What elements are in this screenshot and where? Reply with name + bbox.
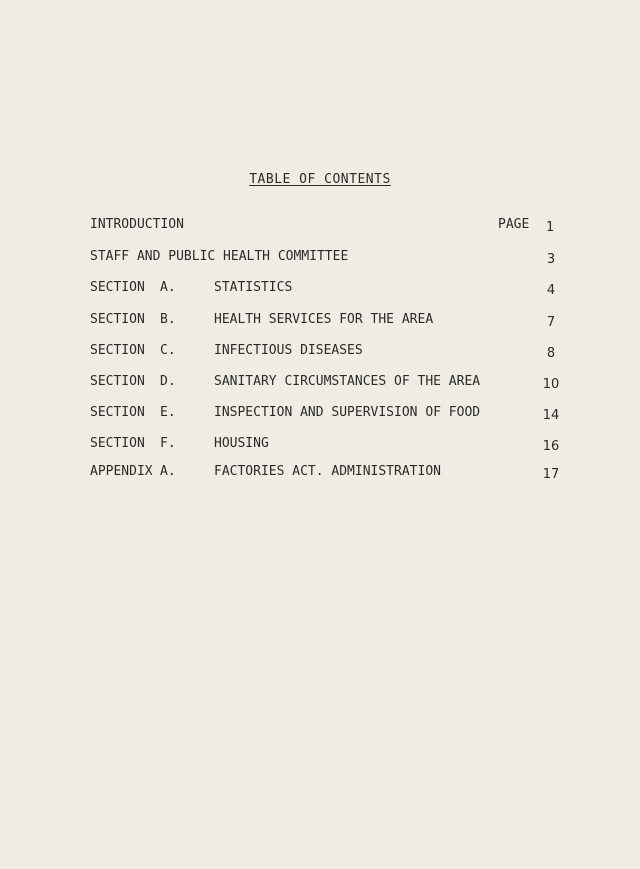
toc-entry-page: 8 bbox=[546, 346, 556, 361]
toc-entry bbox=[90, 464, 570, 482]
toc-entry-letter: F. bbox=[160, 436, 176, 451]
toc-entry-page: 16 bbox=[542, 439, 560, 454]
toc-entry bbox=[90, 343, 570, 361]
toc-entry-section: APPENDIX bbox=[90, 464, 153, 479]
toc-entry-page: 14 bbox=[542, 408, 560, 423]
toc-entry-page: 3 bbox=[546, 252, 556, 267]
toc-entry-section: SECTION bbox=[90, 405, 145, 420]
toc-entry-page: 10 bbox=[542, 377, 560, 392]
toc-entry-section: SECTION bbox=[90, 343, 145, 358]
toc-entry-description: STATISTICS bbox=[214, 280, 293, 295]
toc-entry-description: HOUSING bbox=[214, 436, 269, 451]
toc-entry-description: INFECTIOUS DISEASES bbox=[214, 343, 363, 358]
toc-entry-description: SANITARY CIRCUMSTANCES OF THE AREA bbox=[214, 374, 481, 389]
toc-entry-letter: B. bbox=[160, 312, 176, 327]
toc-entry-letter: D. bbox=[160, 374, 176, 389]
toc-entry-title: STAFF AND PUBLIC HEALTH COMMITTEE bbox=[90, 249, 349, 264]
toc-entry-section: SECTION bbox=[90, 436, 145, 451]
page-column-label: PAGE bbox=[498, 217, 530, 232]
toc-entry-page: 17 bbox=[542, 467, 560, 482]
toc-entry bbox=[90, 312, 570, 330]
toc-entry-description: HEALTH SERVICES FOR THE AREA bbox=[214, 312, 434, 327]
toc-entry-section: SECTION bbox=[90, 374, 145, 389]
toc-entry-section: SECTION bbox=[90, 280, 145, 295]
introduction-label: INTRODUCTION bbox=[90, 217, 184, 232]
toc-entry-description: FACTORIES ACT. ADMINISTRATION bbox=[214, 464, 441, 479]
toc-entry-letter: C. bbox=[160, 343, 176, 358]
toc-entry-section: SECTION bbox=[90, 312, 145, 327]
contents-title: TABLE OF CONTENTS bbox=[249, 172, 391, 187]
toc-entry-letter: A. bbox=[160, 280, 176, 295]
toc-entry bbox=[90, 249, 570, 267]
toc-entry-page: 4 bbox=[546, 283, 556, 298]
toc-entry bbox=[90, 436, 570, 454]
introduction-row bbox=[90, 217, 560, 235]
toc-entry-description: INSPECTION AND SUPERVISION OF FOOD bbox=[214, 405, 481, 420]
toc-entry-letter: E. bbox=[160, 405, 176, 420]
toc-entry-letter: A. bbox=[160, 464, 176, 479]
toc-entry-page: 7 bbox=[546, 315, 556, 330]
toc-entry bbox=[90, 405, 570, 423]
toc-entry bbox=[90, 374, 570, 392]
toc-entry bbox=[90, 280, 570, 298]
introduction-page-number: 1 bbox=[546, 220, 555, 235]
